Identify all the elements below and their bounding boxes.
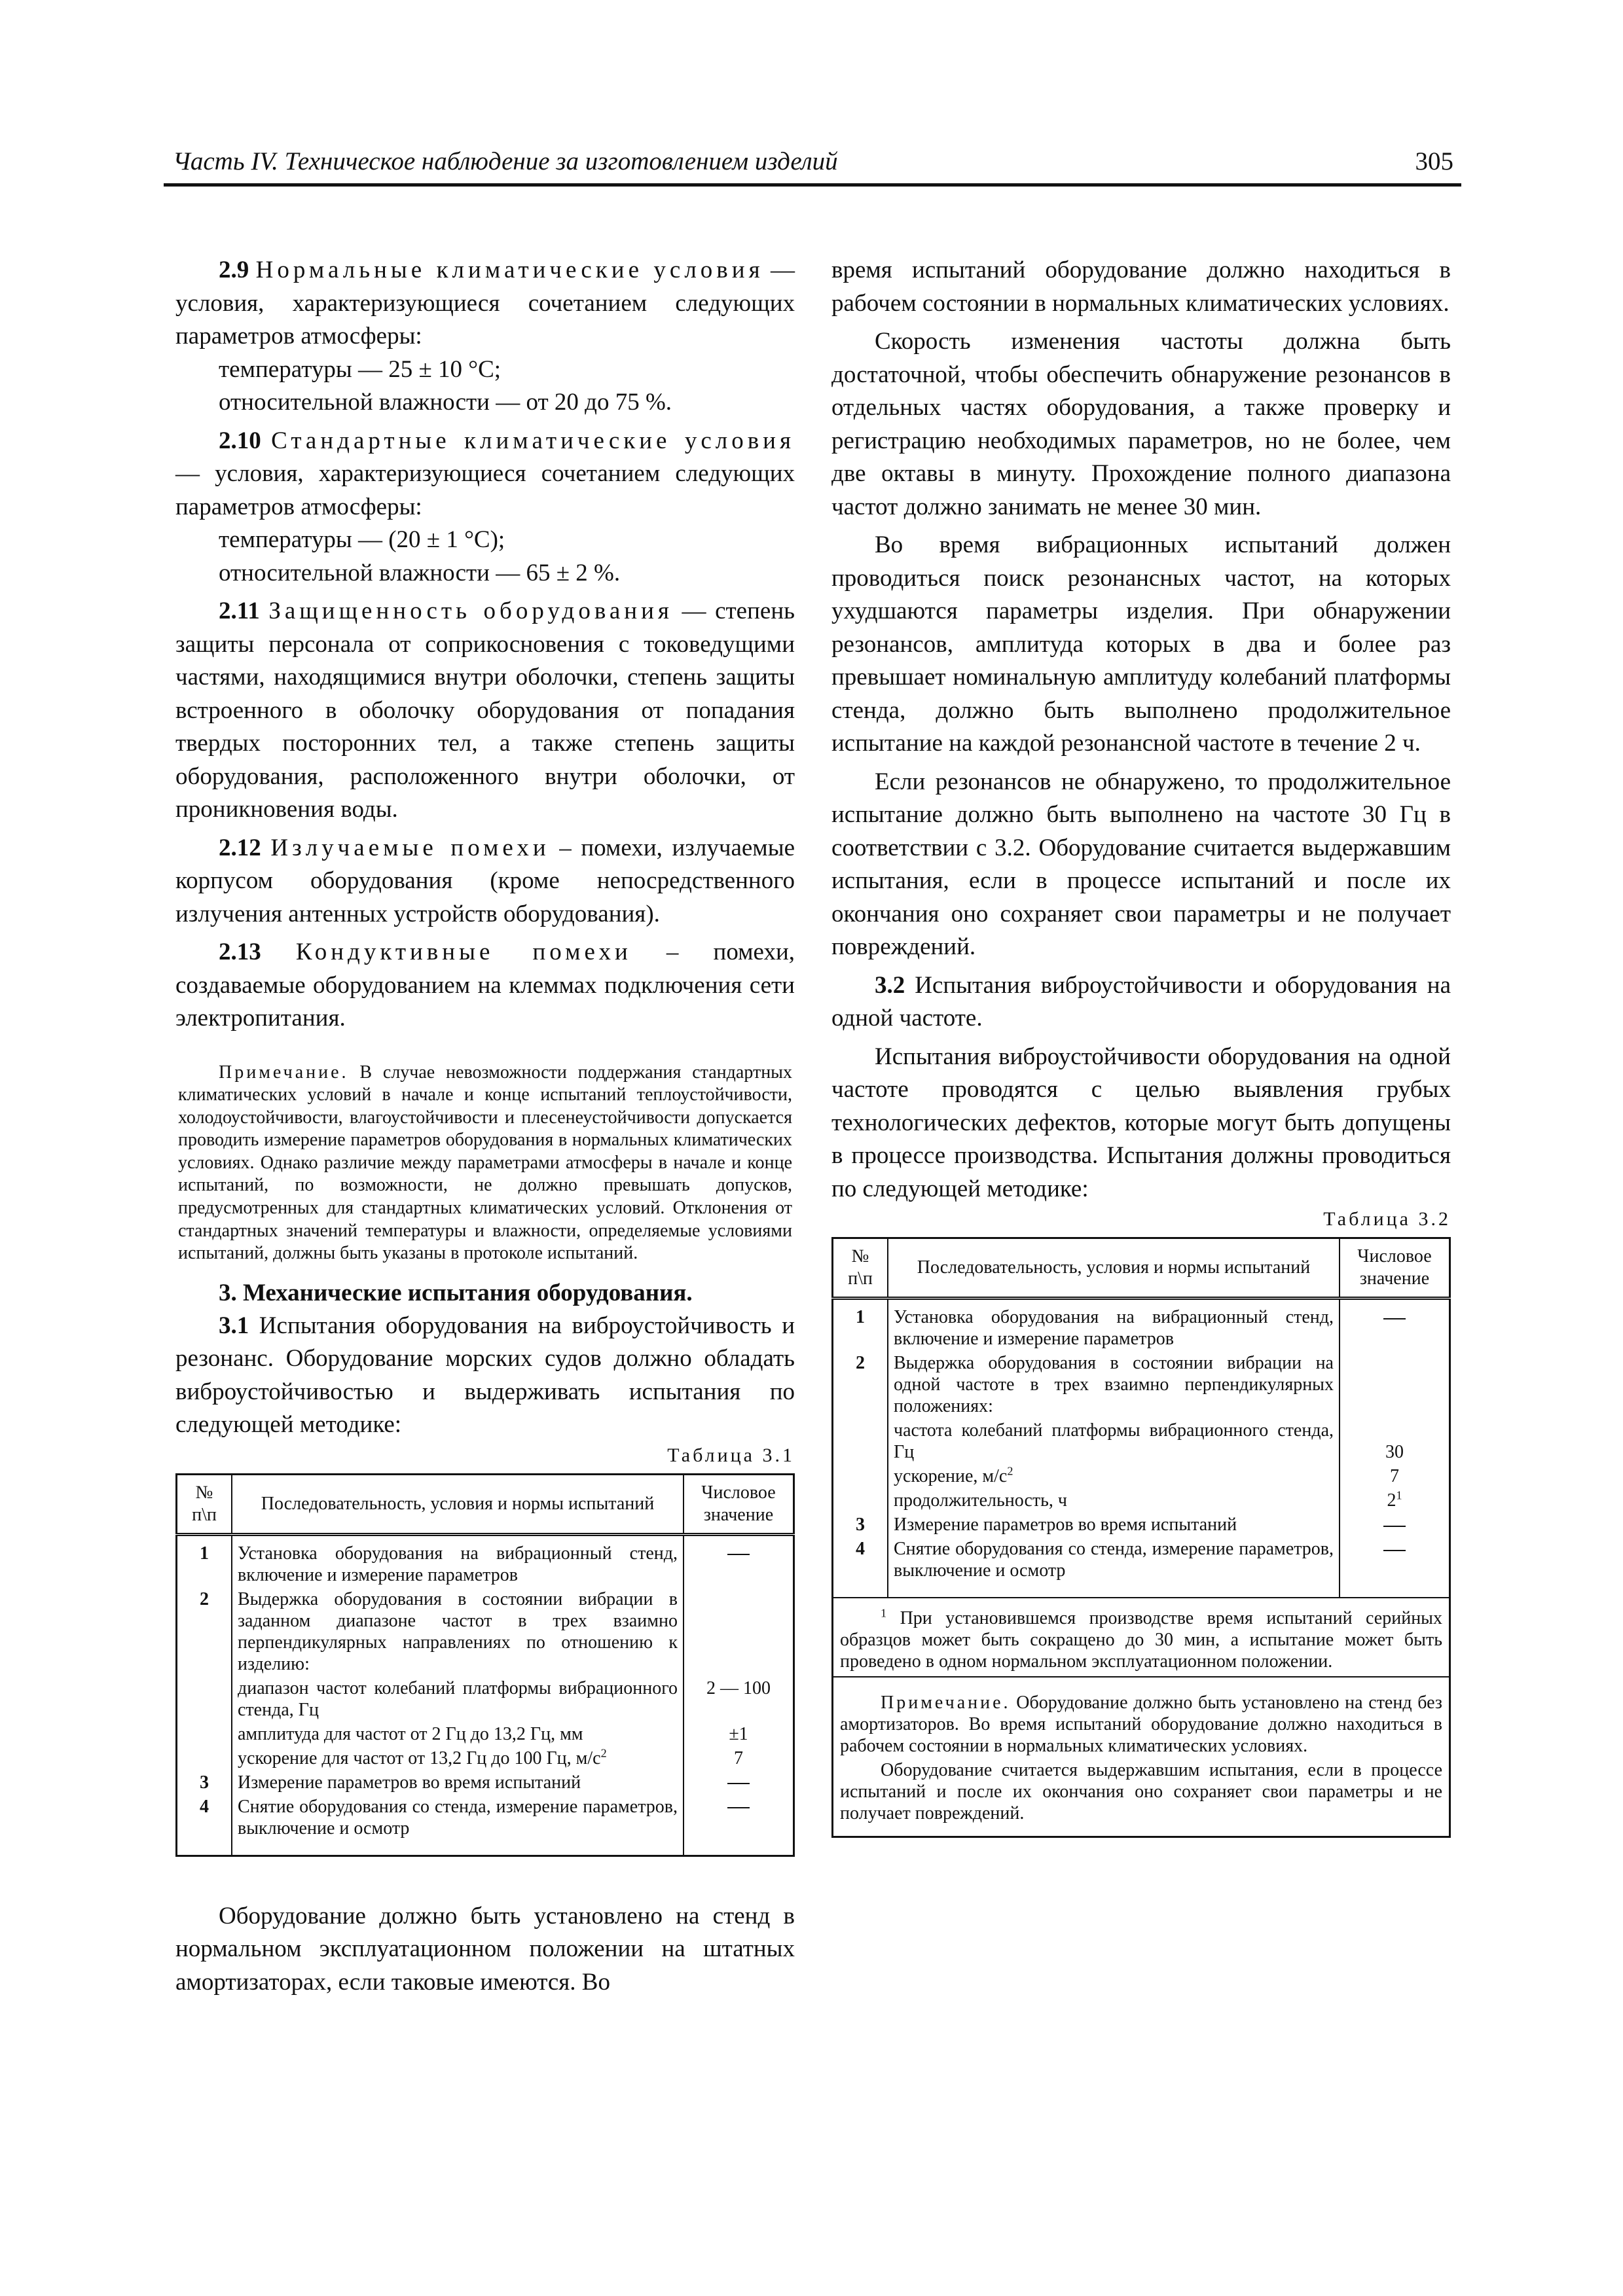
paragraph: Испытания виброустойчивости оборудования на одной частоте проводятся с целью выявления грубых технологических дефектов, которые могут быть допущены в процессе производства. Испытания должны проводиться по следующей методике: [831,1043,1451,1202]
parameter-line: температуры — (20 ± 1 °С); [219,526,505,553]
term: Защищенность оборудования [268,598,673,624]
definition: — условия, характеризующиеся сочетанием следующих параметров атмосферы: [175,460,795,520]
paragraph-text: Испытания оборудования на виброустойчивость и резонанс. Оборудование морских судов должно обладать виброустойчивостью и выдерживать испытания по следующей методике: [175,1312,795,1439]
note-text: В случае невозможности поддержания стандартных климатических условий в начале и конце испытаний теплоустойчивости, холодоустойчивости, влагоустойчивости и плесенеустойчивости допускается проводить измерение параметров оборудования в нормальных климатических условиях. Однако различие между параметрами атмосферы в начале и конце испытаний, по возможности, не должно превышать допусков, предусмотренных для стандартных климатических условий. Отклонения от стандартных значений температуры и влажности, определяемые условиями испытаний, должны быть указаны в протоколе испытаний. [178,1062,792,1264]
paragraph: Скорость изменения частоты должна быть достаточной, чтобы обеспечить обнаружение резонансов в отдельных частях оборудования, а также проверку и регистрацию необходимых параметров, но не более, чем две октавы в минуту. Прохождение полного диапазона частот должно занимать не менее 30 мин. [831,328,1451,520]
table-row: 1 Установка оборудования на вибрационный стенд, включение и измерение параметров [833,1305,1450,1351]
definition: — степень защиты персонала от соприкосновения с токоведущими частями, находящимися внутри оболочки, степень защиты встроенного в оболочку оборудования от попадания твердых посторонних тел, а также степень защиты оборудования, расположенного внутри оболочки, от проникновения воды. [175,598,795,823]
footnote-text: При установившемся производстве время испытаний серийных образцов может быть сокращено до 30 мин, а испытание может быть проведено в одном нормальном эксплуатационном положении. [840,1608,1442,1672]
section-number: 2.10 [219,427,261,454]
note-label: Примечание. [219,1062,349,1083]
paragraph-2-12 [175,832,795,931]
table-note-row [833,1677,1450,1837]
table-3-2 [831,1237,1451,1838]
section-number: 3.1 [219,1312,249,1339]
dash-mark [1383,1526,1406,1527]
term: Кондуктивные помехи [295,939,632,965]
table-footnote-row [833,1598,1450,1677]
note-text: Оборудование должно быть установлено на стенд без амортизаторов. Во время испытаний оборудование должно находиться в рабочем состоянии в нормальных климатических условиях. [840,1693,1442,1756]
column-header-number: № п\п [177,1474,232,1534]
table-row: ускорение, $м/с^2$ 7 [833,1464,1450,1488]
term: Нормальные климатические условия [255,257,764,283]
parameter-line: температуры — 25 ± 10 °С; [219,355,501,383]
definition: — условия, характеризующиеся сочетанием следующих параметров атмосферы: [175,257,795,350]
table-row: 4 Снятие оборудования со стенда, измерение параметров, выключение и осмотр [833,1537,1450,1583]
left-column [175,254,795,1999]
paragraph-3-2 [831,969,1451,1035]
parameter-line: относительной влажности — от 20 до 75 %. [219,389,672,416]
page-number: 305 [1415,147,1453,175]
note-block [178,1062,792,1265]
column-header-value: Числовое значение [1340,1238,1450,1299]
dash-mark [1383,1550,1406,1551]
definition: – помехи, создаваемые оборудованием на клеммах подключения сети электропитания. [175,939,795,1031]
paragraph-text: Испытания виброустойчивости и оборудования на одной частоте. [831,971,1451,1031]
column-header-procedure: Последовательность, условия и нормы испытаний [232,1474,684,1534]
definition: – помехи, излучаемые корпусом оборудования (кроме непосредственного излучения антенных устройств оборудования). [175,834,795,927]
note-label: Примечание. [881,1693,1011,1713]
dash-mark [1383,1318,1406,1319]
footnote-mark: 1 [881,1606,887,1620]
paragraph-3-1 [175,1310,795,1442]
dash-mark [727,1807,750,1808]
paragraph-2-11 [175,595,795,827]
page-header [164,143,1461,187]
table-row: продолжительность, ч $2^1$ [833,1488,1450,1513]
table-row: 2 Выдержка оборудования в состоянии вибрации в заданном диапазоне частот в трех взаимно перпендикулярных направлениях по отношению к изделию: [177,1587,794,1676]
table-row: 4 Снятие оборудования со стенда, измерение параметров, выключение и осмотр [177,1795,794,1840]
table-row: 3 Измерение параметров во время испытаний [177,1770,794,1795]
table-row: 3 Измерение параметров во время испытаний [833,1513,1450,1537]
parameter-line: относительной влажности — 65 ± 2 %. [219,559,621,586]
table-note-continued: Оборудование считается выдержавшим испытания, если в процессе испытаний и после их окончания оно сохраняет свои параметры и не получает повреждений. [840,1760,1442,1823]
section-number: 3.2 [875,971,905,999]
section-3-heading: 3. Механические испытания оборудования. [219,1279,693,1306]
right-column [831,254,1451,1838]
table-row: диапазон частот колебаний платформы вибрационного стенда, Гц 2 — 100 [177,1676,794,1722]
dash-mark [727,1554,750,1555]
table-row: амплитуда для частот от 2 Гц до 13,2 Гц, мм ±1 [177,1722,794,1746]
paragraph-2-13 [175,936,795,1035]
paragraph: Если резонансов не обнаружено, то продолжительное испытание должно быть выполнено на частоте 30 Гц в соответствии с 3.2. Оборудование считается выдержавшим испытания, если в процессе испытаний и после их окончания оно сохраняет свои параметры и не получает повреждений. [831,768,1451,960]
dash-mark [727,1783,750,1784]
paragraph-2-10 [175,425,795,524]
table-row: 1 Установка оборудования на вибрационный стенд, включение и измерение параметров [177,1541,794,1587]
running-title: Часть IV. Техническое наблюдение за изготовлением изделий [173,147,838,175]
column-header-number: № п\п [833,1238,888,1299]
paragraph-after-table: Оборудование должно быть установлено на стенд в нормальном эксплуатационном положении на штатных амортизаторах, если таковые имеются. Во [175,1902,795,1996]
table-caption: Таблица 3.1 [667,1444,795,1466]
section-number: 2.13 [219,939,261,965]
table-3-1 [175,1473,795,1857]
column-header-procedure: Последовательность, условия и нормы испытаний [888,1238,1340,1299]
section-number: 2.9 [219,257,249,283]
term: Стандартные климатические условия [271,427,795,454]
table-note [840,1692,1442,1757]
section-number: 2.11 [219,598,260,624]
term: Излучаемые помехи [270,834,550,861]
paragraph-2-9 [175,254,795,353]
paragraph-continuation: время испытаний оборудование должно находиться в рабочем состоянии в нормальных климатических условиях. [831,257,1451,317]
table-row: ускорение для частот от 13,2 Гц до 100 Гц, $м/с^2$ 7 [177,1746,794,1770]
table-row: 2 Выдержка оборудования в состоянии вибрации на одной частоте в трех взаимно перпендикулярных положениях: [833,1351,1450,1418]
column-header-value: Числовое значение [684,1474,794,1534]
section-number: 2.12 [219,834,261,861]
table-caption: Таблица 3.2 [1323,1208,1451,1230]
paragraph: Во время вибрационных испытаний должен проводиться поиск резонансных частот, на которых ухудшаются параметры изделия. При обнаружении резонансов, амплитуда которых в два и более раз превышает номинальную амплитуду колебаний платформы стенда, должно быть выполнено продолжительное испытание на каждой резонансной частоте в течение 2 ч. [831,531,1451,757]
table-row: частота колебаний платформы вибрационного стенда, Гц 30 [833,1418,1450,1464]
